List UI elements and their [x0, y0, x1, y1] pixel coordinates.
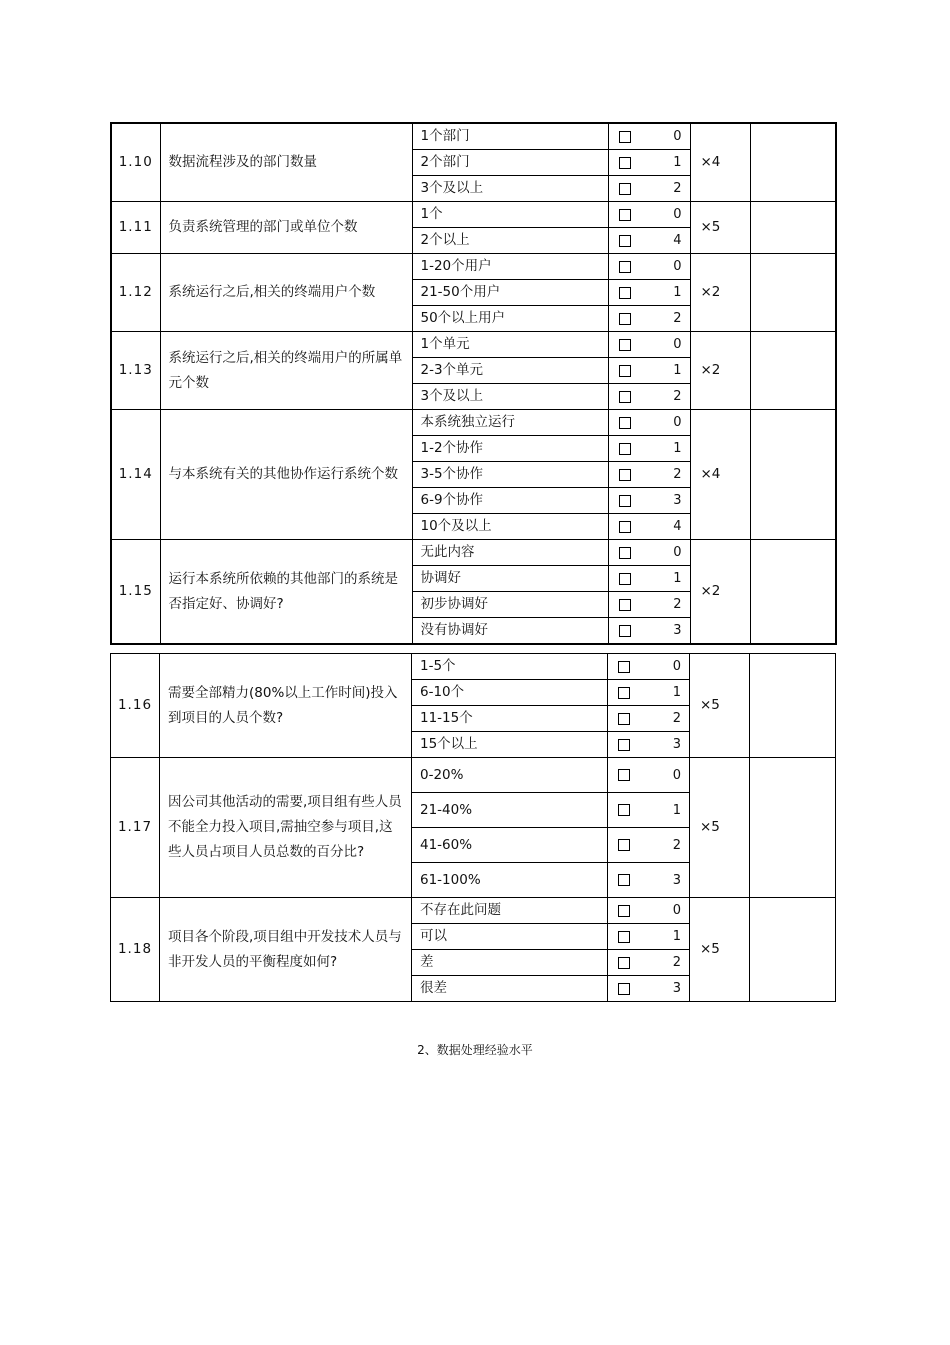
option-score: 2 — [672, 955, 681, 970]
option-score: 0 — [672, 659, 681, 674]
option-score: 2 — [673, 597, 682, 612]
checkbox-icon[interactable] — [619, 157, 631, 169]
option-score: 0 — [673, 129, 682, 144]
checkbox-icon[interactable] — [618, 839, 630, 851]
score-entry-cell[interactable] — [750, 758, 836, 898]
table-row — [111, 202, 836, 228]
option-label: 11-15个 — [412, 706, 608, 732]
option-score: 0 — [672, 903, 681, 918]
option-label: 1个 — [412, 202, 608, 228]
option-label: 很差 — [412, 976, 608, 1002]
option-checkbox-cell — [608, 592, 690, 618]
option-checkbox-cell — [608, 540, 690, 566]
checkbox-icon[interactable] — [618, 983, 630, 995]
option-label: 2个以上 — [412, 228, 608, 254]
checkbox-icon[interactable] — [619, 287, 631, 299]
option-checkbox-cell — [608, 280, 690, 306]
option-checkbox-cell — [608, 863, 690, 898]
weight-multiplier: ×5 — [690, 758, 750, 898]
question-text: 与本系统有关的其他协作运行系统个数 — [160, 410, 412, 540]
score-entry-cell[interactable] — [750, 898, 836, 1002]
option-label: 1-5个 — [412, 654, 608, 680]
checkbox-icon[interactable] — [618, 769, 630, 781]
option-label: 可以 — [412, 924, 608, 950]
option-score: 0 — [673, 259, 682, 274]
option-label: 0-20% — [412, 758, 608, 793]
weight-multiplier: ×2 — [690, 254, 750, 332]
checkbox-icon[interactable] — [619, 573, 631, 585]
table-row — [111, 540, 836, 566]
question-number: 1.16 — [111, 654, 160, 758]
option-score: 4 — [673, 519, 682, 534]
option-checkbox-cell — [608, 123, 690, 150]
option-score: 0 — [673, 415, 682, 430]
option-checkbox-cell — [608, 488, 690, 514]
option-score: 2 — [673, 181, 682, 196]
option-checkbox-cell — [608, 176, 690, 202]
option-score: 2 — [673, 467, 682, 482]
option-label: 6-10个 — [412, 680, 608, 706]
question-number: 1.14 — [111, 410, 160, 540]
question-text: 因公司其他活动的需要,项目组有些人员不能全力投入项目,需抽空参与项目,这些人员占项目人员总数的百分比? — [160, 758, 412, 898]
option-checkbox-cell — [608, 654, 690, 680]
checkbox-icon[interactable] — [618, 687, 630, 699]
option-label: 初步协调好 — [412, 592, 608, 618]
option-label: 没有协调好 — [412, 618, 608, 645]
table-row — [111, 254, 836, 280]
checkbox-icon[interactable] — [618, 905, 630, 917]
option-label: 10个及以上 — [412, 514, 608, 540]
checkbox-icon[interactable] — [619, 417, 631, 429]
weight-multiplier: ×5 — [690, 898, 750, 1002]
option-label: 2个部门 — [412, 150, 608, 176]
option-checkbox-cell — [608, 566, 690, 592]
option-label: 无此内容 — [412, 540, 608, 566]
checkbox-icon[interactable] — [619, 183, 631, 195]
option-checkbox-cell — [608, 793, 690, 828]
question-text: 系统运行之后,相关的终端用户个数 — [160, 254, 412, 332]
score-entry-cell[interactable] — [750, 202, 836, 254]
option-label: 21-40% — [412, 793, 608, 828]
option-label: 1-2个协作 — [412, 436, 608, 462]
option-checkbox-cell — [608, 332, 690, 358]
option-label: 本系统独立运行 — [412, 410, 608, 436]
option-score: 1 — [672, 685, 681, 700]
option-score: 2 — [672, 837, 681, 853]
option-checkbox-cell — [608, 732, 690, 758]
option-checkbox-cell — [608, 150, 690, 176]
option-checkbox-cell — [608, 228, 690, 254]
option-score: 1 — [673, 441, 682, 456]
option-label: 6-9个协作 — [412, 488, 608, 514]
checkbox-icon[interactable] — [619, 313, 631, 325]
checkbox-icon[interactable] — [618, 804, 630, 816]
option-checkbox-cell — [608, 254, 690, 280]
question-number: 1.12 — [111, 254, 160, 332]
option-label: 50个以上用户 — [412, 306, 608, 332]
option-checkbox-cell — [608, 358, 690, 384]
score-entry-cell[interactable] — [750, 332, 836, 410]
option-score: 2 — [673, 389, 682, 404]
option-score: 3 — [672, 872, 681, 888]
checkbox-icon[interactable] — [619, 521, 631, 533]
weight-multiplier: ×5 — [690, 202, 750, 254]
checkbox-icon[interactable] — [619, 443, 631, 455]
option-score: 0 — [672, 767, 681, 783]
table-row — [111, 758, 836, 793]
table-row — [111, 898, 836, 924]
weight-multiplier: ×2 — [690, 540, 750, 645]
option-score: 1 — [673, 571, 682, 586]
weight-multiplier: ×4 — [690, 410, 750, 540]
option-score: 3 — [673, 493, 682, 508]
option-label: 3-5个协作 — [412, 462, 608, 488]
option-checkbox-cell — [608, 976, 690, 1002]
option-label: 15个以上 — [412, 732, 608, 758]
option-checkbox-cell — [608, 950, 690, 976]
weight-multiplier: ×2 — [690, 332, 750, 410]
option-score: 1 — [672, 802, 681, 818]
table-row — [111, 410, 836, 436]
weight-multiplier: ×4 — [690, 123, 750, 202]
option-score: 0 — [673, 337, 682, 352]
option-label: 协调好 — [412, 566, 608, 592]
question-number: 1.11 — [111, 202, 160, 254]
table-row — [111, 123, 836, 150]
option-label: 1-20个用户 — [412, 254, 608, 280]
checkbox-icon[interactable] — [618, 713, 630, 725]
option-score: 4 — [673, 233, 682, 248]
questionnaire-table-2 — [110, 653, 836, 1002]
option-score: 1 — [673, 285, 682, 300]
option-score: 3 — [673, 623, 682, 638]
checkbox-icon[interactable] — [619, 469, 631, 481]
score-entry-cell[interactable] — [750, 123, 836, 202]
checkbox-icon[interactable] — [619, 495, 631, 507]
question-number: 1.17 — [111, 758, 160, 898]
option-checkbox-cell — [608, 898, 690, 924]
score-entry-cell[interactable] — [750, 410, 836, 540]
question-number: 1.10 — [111, 123, 160, 202]
question-text: 运行本系统所依赖的其他部门的系统是否指定好、协调好? — [160, 540, 412, 645]
checkbox-icon[interactable] — [619, 625, 631, 637]
option-score: 3 — [672, 737, 681, 752]
option-score: 0 — [673, 207, 682, 222]
score-entry-cell[interactable] — [750, 654, 836, 758]
option-label: 不存在此问题 — [412, 898, 608, 924]
checkbox-icon[interactable] — [619, 209, 631, 221]
table-row — [111, 332, 836, 358]
option-checkbox-cell — [608, 384, 690, 410]
question-text: 需要全部精力(80%以上工作时间)投入到项目的人员个数? — [160, 654, 412, 758]
option-label: 3个及以上 — [412, 384, 608, 410]
option-score: 1 — [672, 929, 681, 944]
option-score: 1 — [673, 155, 682, 170]
option-checkbox-cell — [608, 462, 690, 488]
option-checkbox-cell — [608, 706, 690, 732]
option-score: 1 — [673, 363, 682, 378]
option-label: 41-60% — [412, 828, 608, 863]
option-label: 1个单元 — [412, 332, 608, 358]
checkbox-icon[interactable] — [619, 235, 631, 247]
option-checkbox-cell — [608, 828, 690, 863]
option-score: 0 — [673, 545, 682, 560]
option-score: 2 — [673, 311, 682, 326]
score-entry-cell[interactable] — [750, 540, 836, 645]
question-text: 项目各个阶段,项目组中开发技术人员与非开发人员的平衡程度如何? — [160, 898, 412, 1002]
questionnaire-table-1 — [110, 122, 837, 645]
option-label: 1个部门 — [412, 123, 608, 150]
checkbox-icon[interactable] — [619, 391, 631, 403]
checkbox-icon[interactable] — [618, 739, 630, 751]
option-checkbox-cell — [608, 306, 690, 332]
checkbox-icon[interactable] — [619, 365, 631, 377]
table-row — [111, 654, 836, 680]
checkbox-icon[interactable] — [618, 931, 630, 943]
option-checkbox-cell — [608, 202, 690, 228]
checkbox-icon[interactable] — [619, 599, 631, 611]
weight-multiplier: ×5 — [690, 654, 750, 758]
option-label: 差 — [412, 950, 608, 976]
question-text: 系统运行之后,相关的终端用户的所属单元个数 — [160, 332, 412, 410]
option-checkbox-cell — [608, 680, 690, 706]
score-entry-cell[interactable] — [750, 254, 836, 332]
option-score: 2 — [672, 711, 681, 726]
checkbox-icon[interactable] — [619, 547, 631, 559]
checkbox-icon[interactable] — [618, 957, 630, 969]
option-score: 3 — [672, 981, 681, 996]
section-caption: 2、数据处理经验水平 — [417, 1043, 533, 1057]
option-checkbox-cell — [608, 618, 690, 645]
option-label: 2-3个单元 — [412, 358, 608, 384]
question-number: 1.15 — [111, 540, 160, 645]
checkbox-icon[interactable] — [618, 874, 630, 886]
option-checkbox-cell — [608, 436, 690, 462]
option-checkbox-cell — [608, 514, 690, 540]
option-checkbox-cell — [608, 924, 690, 950]
checkbox-icon[interactable] — [618, 661, 630, 673]
question-number: 1.18 — [111, 898, 160, 1002]
option-label: 3个及以上 — [412, 176, 608, 202]
option-label: 21-50个用户 — [412, 280, 608, 306]
option-checkbox-cell — [608, 410, 690, 436]
option-label: 61-100% — [412, 863, 608, 898]
question-text: 负责系统管理的部门或单位个数 — [160, 202, 412, 254]
option-checkbox-cell — [608, 758, 690, 793]
checkbox-icon[interactable] — [619, 339, 631, 351]
checkbox-icon[interactable] — [619, 131, 631, 143]
question-text: 数据流程涉及的部门数量 — [160, 123, 412, 202]
checkbox-icon[interactable] — [619, 261, 631, 273]
question-number: 1.13 — [111, 332, 160, 410]
